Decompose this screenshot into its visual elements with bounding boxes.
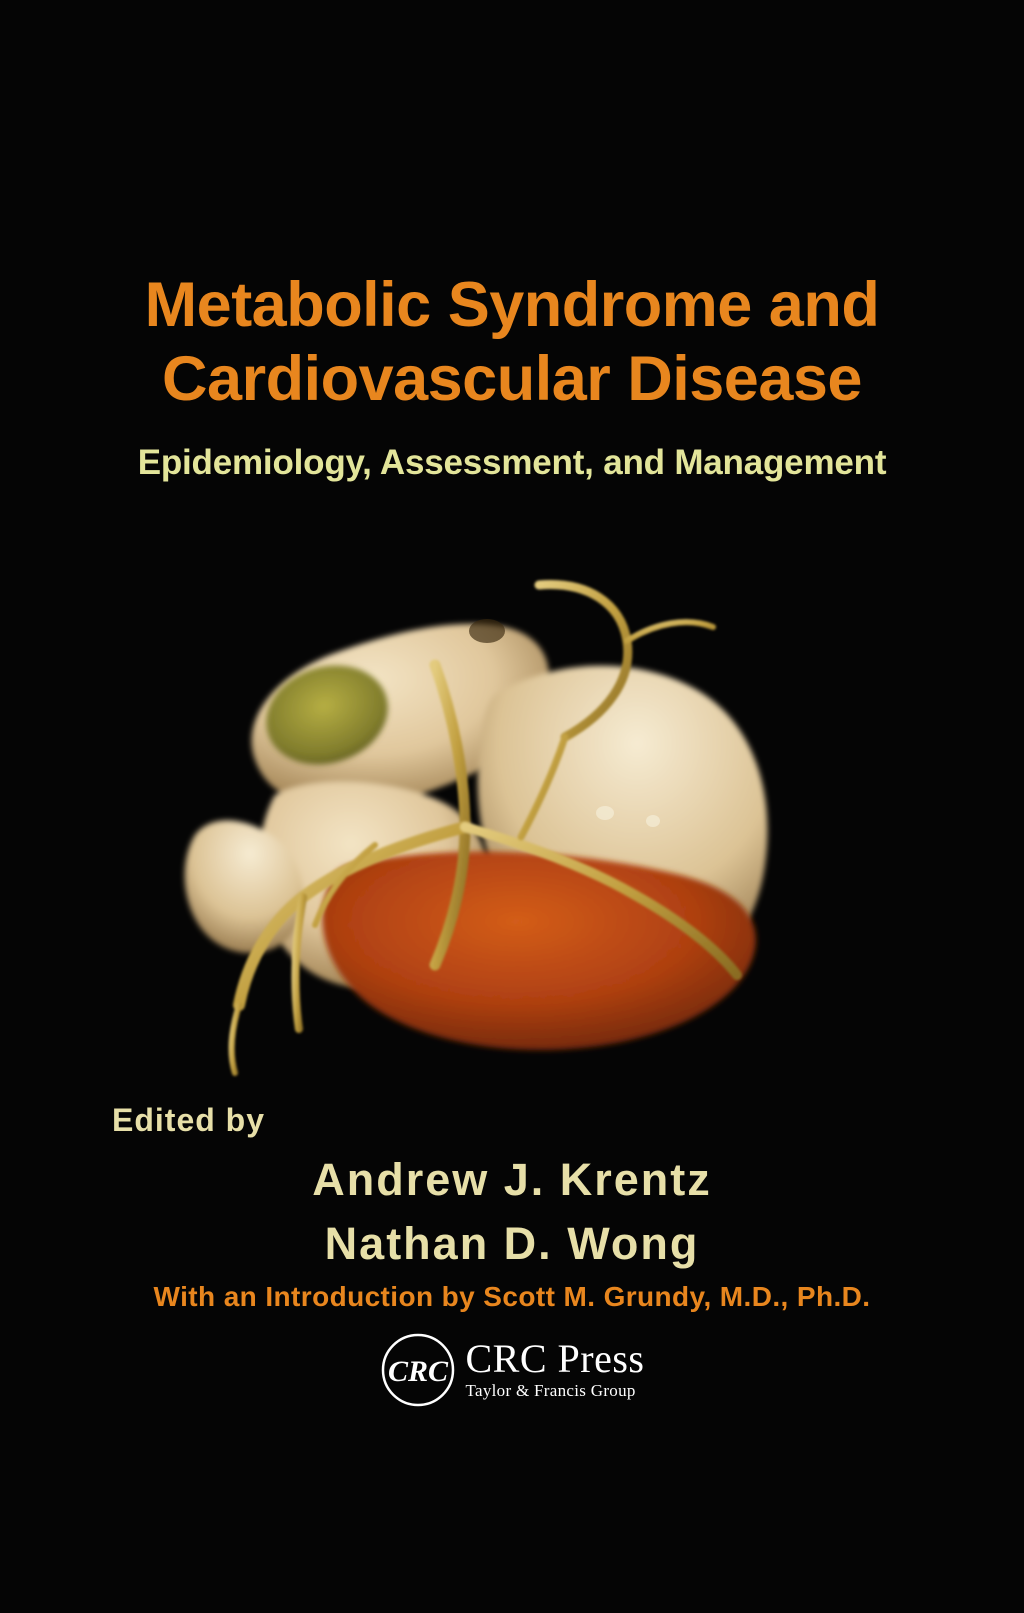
heart-ventricle-muscle <box>322 852 756 1050</box>
publisher-group: Taylor & Francis Group <box>465 1381 636 1400</box>
book-title-line-1: Metabolic Syndrome and <box>144 270 880 340</box>
title-block <box>0 268 1024 484</box>
introduction-credit: With an Introduction by Scott M. Grundy, M.D., Ph.D. <box>153 1281 871 1312</box>
publisher-logo <box>0 1332 1024 1408</box>
editor-name-1: Andrew J. Krentz <box>312 1154 712 1205</box>
svg-text:CRC: CRC <box>387 1355 448 1388</box>
book-title-line-2: Cardiovascular Disease <box>162 344 862 414</box>
book-subtitle: Epidemiology, Assessment, and Management <box>137 443 887 482</box>
publisher-text <box>466 1332 645 1402</box>
editor-list <box>0 1148 1024 1276</box>
heart-ct-artwork <box>135 545 795 1105</box>
publisher-name: CRC Press <box>465 1336 645 1381</box>
edited-by-label: Edited by <box>112 1102 266 1138</box>
heart-illustration <box>135 545 795 1105</box>
editor-name-2: Nathan D. Wong <box>324 1218 700 1269</box>
crc-logo-icon <box>380 1332 456 1408</box>
